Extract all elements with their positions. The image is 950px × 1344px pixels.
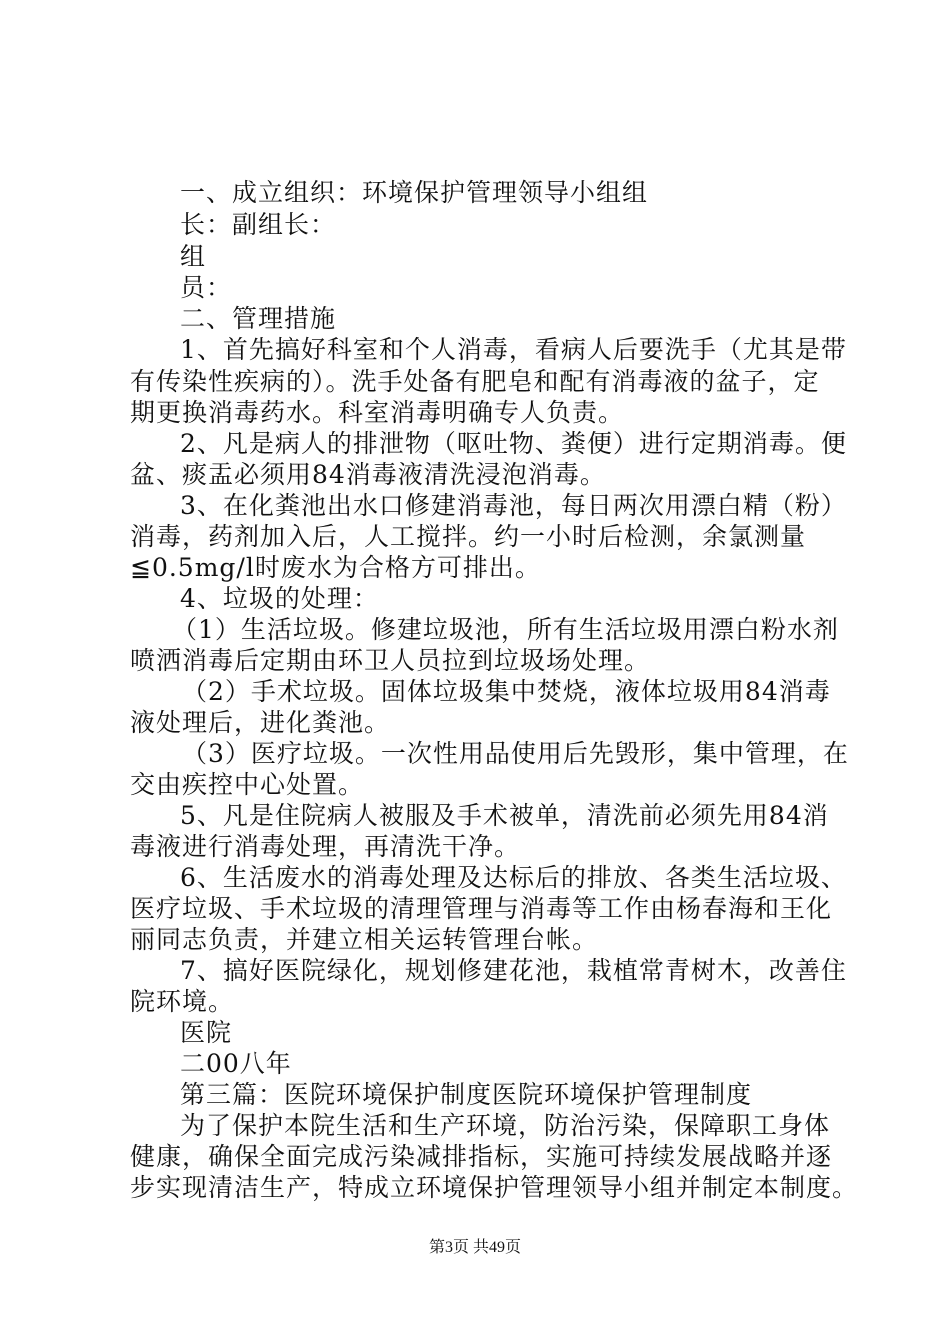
text-line-16: 喷洒消毒后定期由环卫人员拉到垃圾场处理。 — [130, 646, 651, 675]
text-line-22: 毒液进行消毒处理，再清洗干净。 — [130, 832, 521, 861]
text-line-6: 1、首先搞好科室和个人消毒，看病人后要洗手（尤其是带 — [180, 335, 847, 364]
text-line-21: 5、凡是住院病人被服及手术被单，清洗前必须先用84消 — [180, 801, 829, 830]
text-line-33: 步实现清洁生产，特成立环境保护管理领导小组并制定本制度。 — [130, 1173, 859, 1202]
text-line-3: 组 — [180, 242, 207, 271]
text-line-26: 7、搞好医院绿化，规划修建花池，栽植常青树木，改善住 — [180, 956, 847, 985]
text-line-13: ≦0.5mg/l时废水为合格方可排出。 — [130, 553, 541, 582]
text-line-12: 消毒，药剂加入后，人工搅拌。约一小时后检测，余氯测量 — [130, 522, 807, 551]
text-line-20: 交由疾控中心处置。 — [130, 770, 365, 799]
text-line-10: 盆、痰盂必须用84消毒液清洗浸泡消毒。 — [130, 460, 606, 489]
text-line-24: 医疗垃圾、手术垃圾的清理管理与消毒等工作由杨春海和王化 — [130, 894, 833, 923]
text-line-11: 3、在化粪池出水口修建消毒池，每日两次用漂白精（粉） — [180, 491, 847, 520]
page-number-footer: 第3页 共49页 — [428, 1239, 521, 1256]
text-line-31: 为了保护本院生活和生产环境，防治污染，保障职工身体 — [180, 1111, 831, 1140]
text-line-23: 6、生活废水的消毒处理及达标后的排放、各类生活垃圾、 — [180, 863, 847, 892]
text-line-4: 员： — [180, 273, 233, 302]
text-line-15: （1）生活垃圾。修建垃圾池，所有生活垃圾用漂白粉水剂 — [172, 615, 839, 644]
text-line-32: 健康，确保全面完成污染减排指标，实施可持续发展战略并逐 — [130, 1142, 833, 1171]
text-line-8: 期更换消毒药水。科室消毒明确专人负责。 — [130, 398, 625, 427]
text-line-14: 4、垃圾的处理： — [180, 584, 379, 613]
text-line-27: 院环境。 — [130, 987, 235, 1016]
text-line-1: 一、成立组织：环境保护管理领导小组组 — [180, 178, 649, 207]
text-line-19: （3）医疗垃圾。一次性用品使用后先毁形，集中管理，在 — [182, 739, 849, 768]
section-heading: 二、管理措施 — [180, 304, 337, 333]
text-line-7: 有传染性疾病的）。洗手处备有肥皂和配有消毒液的盆子，定 — [130, 367, 820, 396]
text-line-17: （2）手术垃圾。固体垃圾集中焚烧，液体垃圾用84消毒 — [182, 677, 831, 706]
text-line-18: 液处理后，进化粪池。 — [130, 708, 391, 737]
text-line-25: 丽同志负责，并建立相关运转管理台帐。 — [130, 925, 599, 954]
part-title: 第三篇：医院环境保护制度医院环境保护管理制度 — [180, 1080, 753, 1109]
text-line-28: 医院 — [180, 1018, 233, 1047]
text-line-2: 长：副组长： — [180, 210, 337, 239]
text-line-29: 二00八年 — [180, 1049, 292, 1078]
text-line-9: 2、凡是病人的排泄物（呕吐物、粪便）进行定期消毒。便 — [180, 429, 847, 458]
